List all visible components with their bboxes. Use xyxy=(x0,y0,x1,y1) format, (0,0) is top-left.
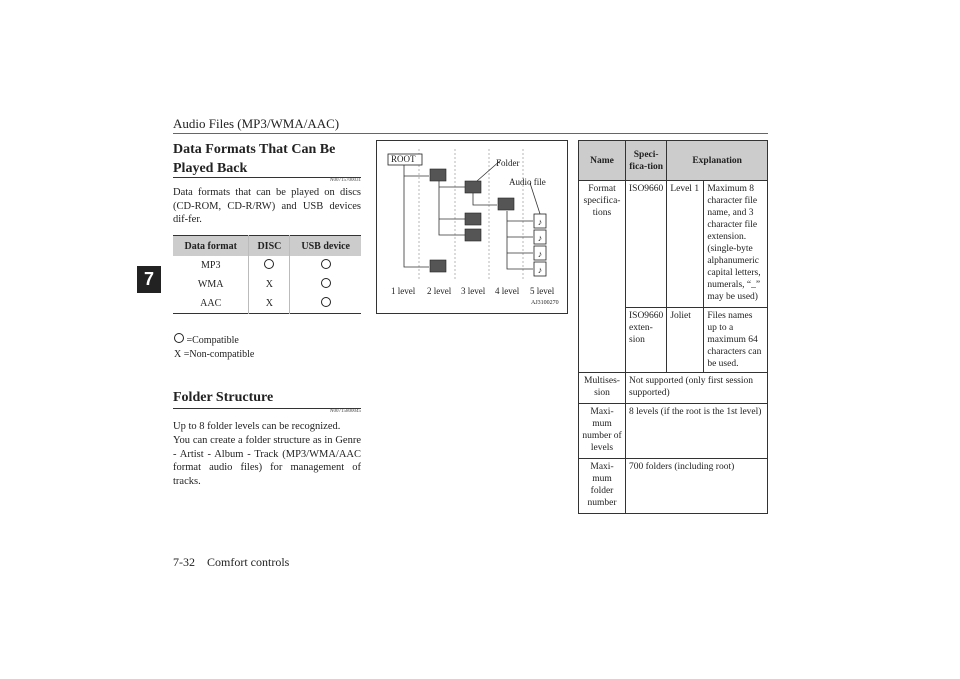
spec-cell: ISO9660 xyxy=(626,181,667,308)
page-footer xyxy=(173,555,289,570)
section-heading-folder-structure: Folder Structure xyxy=(173,390,274,405)
format-cell: MP3 xyxy=(200,260,221,271)
name-cell: Maxi-mum number of levels xyxy=(579,404,626,459)
table-header: DISC xyxy=(249,236,290,257)
svg-text:♪: ♪ xyxy=(537,233,543,243)
root-label: ROOT xyxy=(391,154,416,164)
table-row xyxy=(579,459,768,514)
explanation-cell: Maximum 8 character file name, and 3 character file extension. (single-byte alphanumeric capital letters, numerals, “_” may be used) xyxy=(704,181,768,308)
section-code: N00715800045 xyxy=(329,409,361,414)
folder-icon xyxy=(498,198,514,210)
explanation-cell: Files names up to a maximum 64 characters can be used. xyxy=(704,308,768,373)
name-cell: Maxi-mum folder number xyxy=(579,459,626,514)
section-code: N00715700031 xyxy=(329,178,361,183)
figure-code: AJ3100270 xyxy=(531,300,559,306)
table-header: Name xyxy=(579,141,626,181)
level-label: 4 level xyxy=(495,286,520,296)
legend xyxy=(174,333,254,362)
format-cell: WMA xyxy=(197,279,224,290)
section-heading-data-formats: Data Formats That Can Be Played Back xyxy=(173,142,336,176)
table-row xyxy=(579,373,768,404)
svg-text:♪: ♪ xyxy=(537,217,543,227)
table-row xyxy=(173,294,361,314)
page-number: 7-32 xyxy=(173,555,195,569)
audio-file-label: Audio file xyxy=(509,177,546,187)
level-label: 1 level xyxy=(391,286,416,296)
file-spec-table xyxy=(578,140,768,514)
table-row xyxy=(579,404,768,459)
folder-icon xyxy=(465,229,481,241)
compatible-icon xyxy=(249,256,290,275)
compatible-icon xyxy=(174,333,184,343)
folder-label: Folder xyxy=(496,158,520,168)
explanation-cell: Not supported (only first session supported) xyxy=(626,373,768,404)
compatible-icon xyxy=(290,275,361,294)
chapter-tab: 7 xyxy=(137,266,161,293)
noncompatible-cell: X xyxy=(249,275,290,294)
header-rule xyxy=(173,133,768,134)
table-header: USB device xyxy=(290,236,361,257)
name-cell: Multises-sion xyxy=(579,373,626,404)
table-header: Explanation xyxy=(667,141,768,181)
folder-icon xyxy=(465,181,481,193)
spec-cell: Level 1 xyxy=(667,181,704,308)
noncompatible-cell: X xyxy=(249,294,290,314)
spec-cell: ISO9660 exten-sion xyxy=(626,308,667,373)
svg-text:♪: ♪ xyxy=(537,249,543,259)
table-header: Data format xyxy=(173,236,249,257)
explanation-cell: 700 folders (including root) xyxy=(626,459,768,514)
folder-levels-line: Up to 8 folder levels can be recognized. xyxy=(173,421,341,432)
folder-structure-diagram xyxy=(376,140,568,314)
level-label: 2 level xyxy=(427,286,452,296)
table-row xyxy=(173,256,361,275)
legend-compatible: =Compatible xyxy=(186,335,239,346)
format-cell: AAC xyxy=(200,298,222,309)
compatible-icon xyxy=(290,256,361,275)
intro-paragraph: Data formats that can be played on discs (CD-ROM, CD-R/RW) and USB devices dif-fer. xyxy=(173,187,361,225)
level-label: 5 level xyxy=(530,286,555,296)
folder-icon xyxy=(430,260,446,272)
folder-icon xyxy=(465,213,481,225)
legend-noncompatible: X =Non-compatible xyxy=(174,349,255,360)
table-row xyxy=(173,275,361,294)
table-row xyxy=(579,181,768,308)
spec-cell: Joliet xyxy=(667,308,704,373)
svg-text:♪: ♪ xyxy=(537,265,543,275)
table-header: Speci-fica-tion xyxy=(626,141,667,181)
footer-section: Comfort controls xyxy=(207,555,290,569)
folder-structure-paragraph: You can create a folder structure as in Genre - Artist - Album - Track (MP3/WMA/AAC format audio files) for management of tracks. xyxy=(173,435,361,487)
running-header: Audio Files (MP3/WMA/AAC) xyxy=(173,116,340,131)
level-label: 3 level xyxy=(461,286,486,296)
compatible-icon xyxy=(290,294,361,314)
explanation-cell: 8 levels (if the root is the 1st level) xyxy=(626,404,768,459)
name-cell: Format specifica-tions xyxy=(579,181,626,373)
data-format-table xyxy=(173,235,361,314)
folder-icon xyxy=(430,169,446,181)
